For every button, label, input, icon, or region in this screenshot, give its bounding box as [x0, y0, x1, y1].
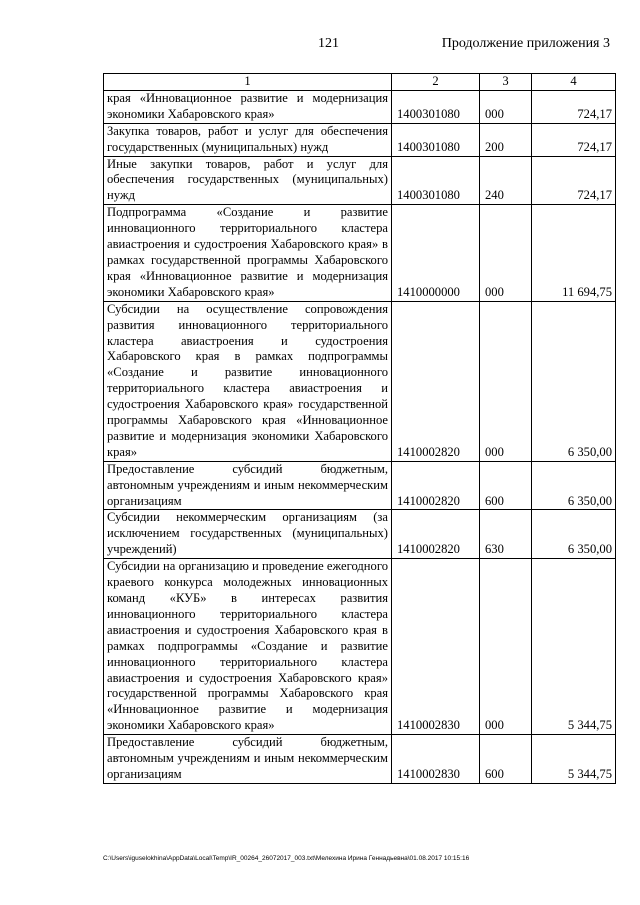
table-row [104, 461, 616, 510]
row-code: 1410002820 [392, 510, 480, 559]
column-header: 3 [480, 74, 532, 91]
table-row [104, 559, 616, 735]
budget-table [103, 73, 616, 784]
row-name: Предоставление субсидий бюджетным, автономным учреждениям и иным некоммерческим организациям [104, 735, 392, 784]
row-type: 240 [480, 156, 532, 205]
row-amount: 724,17 [532, 90, 616, 123]
row-amount: 5 344,75 [532, 735, 616, 784]
row-code: 1410002820 [392, 461, 480, 510]
row-code: 1400301080 [392, 156, 480, 205]
row-name: Подпрограмма «Создание и развитие инновационного территориального кластера авиастроения и судостроения Хабаровского края» в рамках государственной программы Хабаровского края «Инновационное развитие и модернизация экономики Хабаровского края» [104, 205, 392, 301]
row-name: Субсидии на осуществление сопровождения развития инновационного территориального кластера авиастроения и судостроения Хабаровского края в рамках подпрограммы «Создание и развитие инновационного территориального кластера авиастроения и судостроения Хабаровского края» государственной программы Хабаровского края «Инновационное развитие и модернизация экономики Хабаровского края» [104, 301, 392, 461]
row-name: Субсидии на организацию и проведение ежегодного краевого конкурса молодежных инновационных команд «КУБ» в интересах развития инновационного территориального кластера авиастроения и судостроения Хабаровского края в рамках подпрограммы «Создание и развитие инновационного территориального кластера авиастроения и судостроения Хабаровского края» государственной программы Хабаровского края «Инновационное развитие и модернизация экономики Хабаровского края» [104, 559, 392, 735]
row-amount: 5 344,75 [532, 559, 616, 735]
row-name: Закупка товаров, работ и услуг для обеспечения государственных (муниципальных) нужд [104, 123, 392, 156]
table-row [104, 156, 616, 205]
table-header-row [104, 74, 616, 91]
row-code: 1410002830 [392, 735, 480, 784]
row-type: 600 [480, 461, 532, 510]
file-path-footer: C:\Users\iguselokhina\AppData\Local\Temp\IR_00264_26072017_003.txt\Мелехина Ирина Геннадьевна\01.08.2017 10:15:16 [103, 855, 470, 862]
column-header: 1 [104, 74, 392, 91]
table-row [104, 90, 616, 123]
row-name: Субсидии некоммерческим организациям (за исключением государственных (муниципальных) учреждений) [104, 510, 392, 559]
row-code: 1400301080 [392, 90, 480, 123]
row-code: 1410002830 [392, 559, 480, 735]
row-name: края «Инновационное развитие и модернизация экономики Хабаровского края» [104, 90, 392, 123]
row-type: 200 [480, 123, 532, 156]
table-row [104, 301, 616, 461]
column-header: 4 [532, 74, 616, 91]
row-code: 1410002820 [392, 301, 480, 461]
row-amount: 6 350,00 [532, 510, 616, 559]
row-type: 000 [480, 90, 532, 123]
row-code: 1400301080 [392, 123, 480, 156]
row-name: Иные закупки товаров, работ и услуг для обеспечения государственных (муниципальных) нужд [104, 156, 392, 205]
row-amount: 724,17 [532, 156, 616, 205]
page-number: 121 [318, 36, 339, 51]
row-amount: 6 350,00 [532, 461, 616, 510]
row-type: 000 [480, 301, 532, 461]
table-row [104, 205, 616, 301]
row-type: 630 [480, 510, 532, 559]
row-type: 000 [480, 205, 532, 301]
table-row [104, 735, 616, 784]
row-code: 1410000000 [392, 205, 480, 301]
row-amount: 724,17 [532, 123, 616, 156]
row-name: Предоставление субсидий бюджетным, автономным учреждениям и иным некоммерческим организациям [104, 461, 392, 510]
row-amount: 6 350,00 [532, 301, 616, 461]
row-type: 600 [480, 735, 532, 784]
table-row [104, 123, 616, 156]
continuation-label: Продолжение приложения 3 [441, 36, 610, 51]
row-amount: 11 694,75 [532, 205, 616, 301]
row-type: 000 [480, 559, 532, 735]
column-header: 2 [392, 74, 480, 91]
table-row [104, 510, 616, 559]
